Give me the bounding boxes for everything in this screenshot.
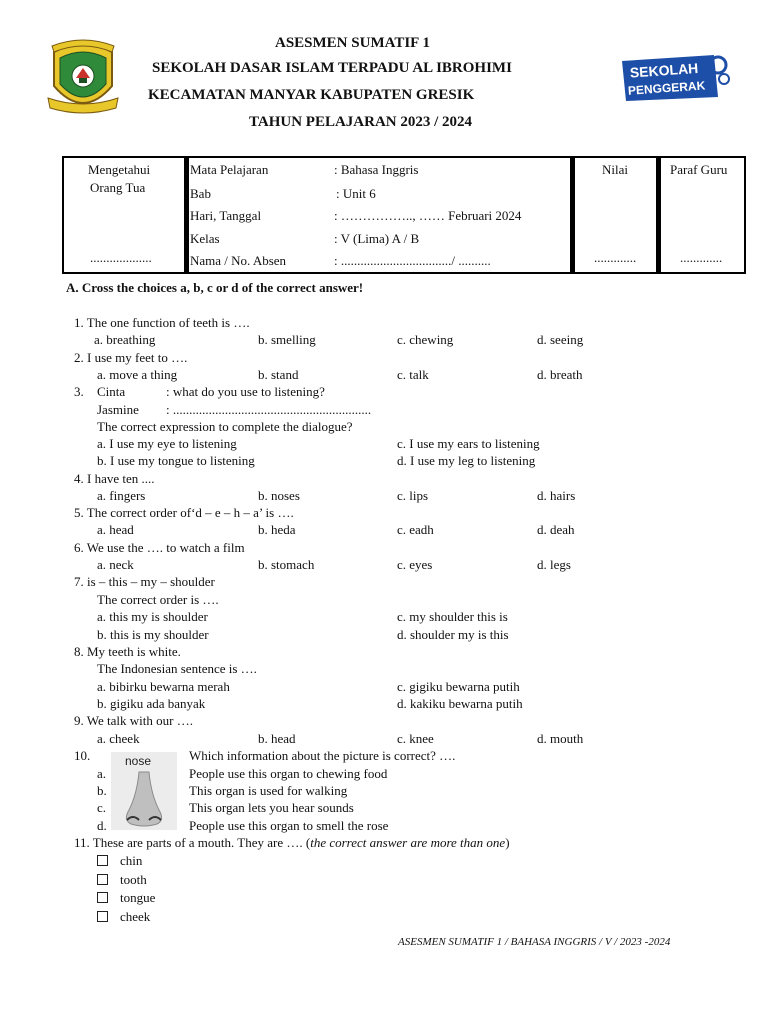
parent-signature-line: ................... xyxy=(90,250,152,265)
q8-prompt: The Indonesian sentence is …. xyxy=(97,661,257,676)
q6-option-d[interactable]: d. legs xyxy=(537,557,571,572)
nilai-line[interactable]: ............. xyxy=(594,250,637,265)
q8-option-b[interactable]: b. gigiku ada banyak xyxy=(97,696,206,711)
q11-text-start: 11. These are parts of a mouth. They are …. ( xyxy=(74,835,311,850)
orang-tua-label: Orang Tua xyxy=(90,180,146,195)
q10-option-c[interactable]: This organ lets you hear sounds xyxy=(189,800,354,815)
q10-letter-a: a. xyxy=(97,766,107,781)
section-a-instruction: A. Cross the choices a, b, c or d of the correct answer! xyxy=(66,280,364,295)
nose-picture xyxy=(111,752,177,830)
q2-option-b[interactable]: b. stand xyxy=(258,367,299,382)
q2-option-c[interactable]: c. talk xyxy=(397,367,429,382)
value-bab: : Unit 6 xyxy=(336,186,376,201)
q11-note: the correct answer are more than one xyxy=(310,835,506,850)
q7-option-c[interactable]: c. my shoulder this is xyxy=(397,609,508,624)
q4-option-a[interactable]: a. fingers xyxy=(97,488,146,503)
q5-option-a[interactable]: a. head xyxy=(97,522,134,537)
question-6: 6. We use the …. to watch a film xyxy=(74,540,245,555)
question-8: 8. My teeth is white. xyxy=(74,644,181,659)
q5-option-b[interactable]: b. heda xyxy=(258,522,296,537)
q3-option-b[interactable]: b. I use my tongue to listening xyxy=(97,453,255,468)
q11-option-label: cheek xyxy=(120,909,151,924)
label-nama-absen: Nama / No. Absen xyxy=(190,253,287,268)
mengetahui-label: Mengetahui xyxy=(88,162,151,177)
label-mata-pelajaran: Mata Pelajaran xyxy=(190,162,269,177)
academic-year: TAHUN PELAJARAN 2023 / 2024 xyxy=(249,114,473,130)
q3-line-cinta: : what do you use to listening? xyxy=(166,384,325,399)
q11-option-label: tooth xyxy=(120,872,147,887)
gear-small-icon xyxy=(719,74,729,84)
sekolah-penggerak-logo xyxy=(618,53,730,103)
value-mata-pelajaran: : Bahasa Inggris xyxy=(334,162,419,177)
q6-option-c[interactable]: c. eyes xyxy=(397,557,433,572)
q7-option-d[interactable]: d. shoulder my is this xyxy=(397,627,509,642)
q9-option-a[interactable]: a. cheek xyxy=(97,731,140,746)
label-hari-tanggal: Hari, Tanggal xyxy=(190,208,262,223)
q3-prompt: The correct expression to complete the dialogue? xyxy=(97,419,353,434)
q10-letter-d: d. xyxy=(97,818,107,833)
paraf-guru-line: ............. xyxy=(680,250,723,265)
q11-option-label: tongue xyxy=(120,890,156,905)
question-7: 7. is – this – my – shoulder xyxy=(74,574,215,589)
q11-option-label: chin xyxy=(120,853,143,868)
label-kelas: Kelas xyxy=(190,231,220,246)
q4-option-c[interactable]: c. lips xyxy=(397,488,429,503)
q3-option-a[interactable]: a. I use my eye to listening xyxy=(97,436,237,451)
checkbox[interactable] xyxy=(97,892,108,903)
checkbox[interactable] xyxy=(97,855,108,866)
value-kelas: : V (Lima) A / B xyxy=(334,231,420,246)
q3-speaker-cinta: Cinta xyxy=(97,384,126,399)
q1-option-d[interactable]: d. seeing xyxy=(537,332,584,347)
q1-option-c[interactable]: c. chewing xyxy=(397,332,454,347)
q2-option-d[interactable]: d. breath xyxy=(537,367,583,382)
question-5: 5. The correct order of‘d – e – h – a’ is …. xyxy=(74,505,294,520)
nose-icon xyxy=(111,770,177,830)
q8-option-a[interactable]: a. bibirku bewarna merah xyxy=(97,679,230,694)
q4-option-d[interactable]: d. hairs xyxy=(537,488,576,503)
q4-option-b[interactable]: b. noses xyxy=(258,488,300,503)
q3-option-c[interactable]: c. I use my ears to listening xyxy=(397,436,540,451)
q9-option-b[interactable]: b. head xyxy=(258,731,296,746)
q11-option-cheek[interactable] xyxy=(97,909,150,925)
exam-title: ASESMEN SUMATIF 1 xyxy=(275,35,431,51)
q9-option-d[interactable]: d. mouth xyxy=(537,731,584,746)
q8-option-d[interactable]: d. kakiku bewarna putih xyxy=(397,696,523,711)
q3-option-d[interactable]: d. I use my leg to listening xyxy=(397,453,536,468)
q9-option-c[interactable]: c. knee xyxy=(397,731,434,746)
value-nama-absen[interactable]: : ................................../ .......... xyxy=(334,253,491,268)
question-9: 9. We talk with our …. xyxy=(74,713,193,728)
school-location: KECAMATAN MANYAR KABUPATEN GRESIK xyxy=(148,87,475,103)
checkbox[interactable] xyxy=(97,874,108,885)
q11-option-tooth[interactable] xyxy=(97,872,147,888)
nilai-label: Nilai xyxy=(602,162,628,177)
logo-text-sekolah: SEKOLAH xyxy=(629,59,699,81)
question-10: Which information about the picture is correct? …. xyxy=(189,748,456,763)
q7-option-b[interactable]: b. this is my shoulder xyxy=(97,627,209,642)
q6-option-b[interactable]: b. stomach xyxy=(258,557,315,572)
q10-option-a[interactable]: People use this organ to chewing food xyxy=(189,766,388,781)
q7-option-a[interactable]: a. this my is shoulder xyxy=(97,609,208,624)
q8-option-c[interactable]: c. gigiku bewarna putih xyxy=(397,679,520,694)
q10-letter-b: b. xyxy=(97,783,107,798)
q7-prompt: The correct order is …. xyxy=(97,592,219,607)
q1-option-a[interactable]: a. breathing xyxy=(94,332,156,347)
q10-letter-c: c. xyxy=(97,800,107,815)
question-4: 4. I have ten .... xyxy=(74,471,155,486)
logo-text-penggerak: PENGGERAK xyxy=(627,78,706,98)
q11-option-chin[interactable] xyxy=(97,853,142,869)
q5-option-d[interactable]: d. deah xyxy=(537,522,575,537)
checkbox[interactable] xyxy=(97,911,108,922)
value-hari-tanggal[interactable]: : …………….., …… Februari 2024 xyxy=(334,208,522,223)
school-logo xyxy=(46,38,120,118)
q3-speaker-jasmine: Jasmine xyxy=(97,402,139,417)
q1-option-b[interactable]: b. smelling xyxy=(258,332,316,347)
q11-text-end: ) xyxy=(505,835,510,850)
question-3-number: 3. xyxy=(74,384,84,399)
student-info-table xyxy=(62,156,746,274)
q3-line-jasmine: : ............................................................. xyxy=(166,402,372,417)
q10-option-d[interactable]: People use this organ to smell the rose xyxy=(189,818,389,833)
page-footer: ASESMEN SUMATIF 1 / BAHASA INGGRIS / V / 2023 -2024 xyxy=(398,936,671,948)
q6-option-a[interactable]: a. neck xyxy=(97,557,134,572)
q10-option-b[interactable]: This organ is used for walking xyxy=(189,783,348,798)
paraf-guru-label: Paraf Guru xyxy=(670,162,728,177)
q11-option-tongue[interactable] xyxy=(97,890,155,906)
school-name: SEKOLAH DASAR ISLAM TERPADU AL IBROHIMI xyxy=(152,60,512,76)
question-2: 2. I use my feet to …. xyxy=(74,350,188,365)
nose-picture-label: nose xyxy=(125,754,152,768)
question-11 xyxy=(74,835,510,851)
question-10-number: 10. xyxy=(74,748,91,763)
q2-option-a[interactable]: a. move a thing xyxy=(97,367,178,382)
question-1: 1. The one function of teeth is …. xyxy=(74,315,250,330)
label-bab: Bab xyxy=(190,186,211,201)
q5-option-c[interactable]: c. eadh xyxy=(397,522,434,537)
